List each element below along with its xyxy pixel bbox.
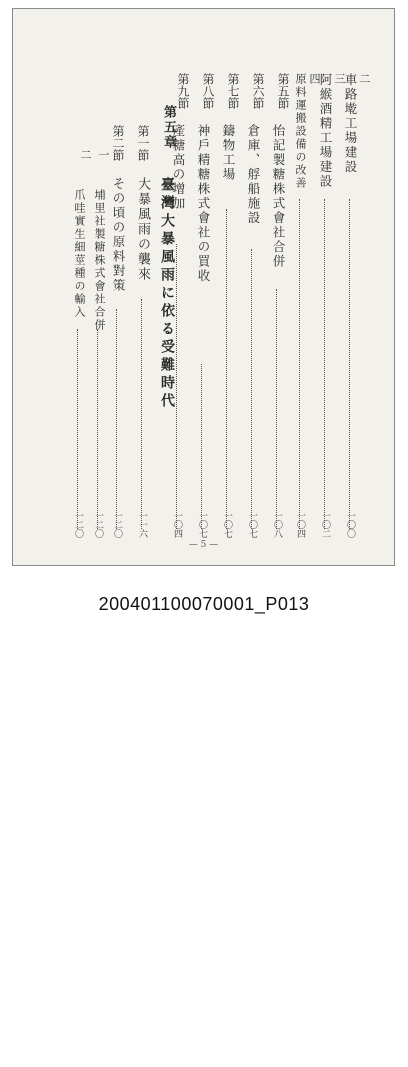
leader-dots <box>97 329 99 529</box>
entry-title: 車路墘工場建設 <box>343 73 358 175</box>
entry-number: 第一節 <box>136 125 150 161</box>
entry-title: 大暴風雨の襲來 <box>135 177 150 282</box>
entry-page: 一一六 <box>137 511 147 538</box>
entry-page: 一〇七 <box>222 511 232 538</box>
entry-title: 產糖高の增加 <box>171 124 186 211</box>
entry-page: 一二〇 <box>112 511 122 538</box>
leader-dots <box>324 199 326 529</box>
leader-dots <box>276 289 278 529</box>
entry-page: 一〇四 <box>172 511 182 538</box>
leader-dots <box>201 364 203 529</box>
entry-page: 一〇二 <box>320 511 330 538</box>
chapter-title: 臺灣大暴風雨に依る受難時代 <box>159 177 175 411</box>
entry-page: 一〇〇 <box>345 511 355 538</box>
entry-page: 一二〇 <box>73 511 83 538</box>
entry-number: 三 <box>333 73 346 84</box>
entry-number: 第七節 <box>226 73 240 109</box>
entry-number: 第二節 <box>111 125 125 161</box>
entry-page: 一〇八 <box>272 511 282 538</box>
entry-page: 一〇七 <box>197 511 207 538</box>
archive-id-caption: 200401100070001_P013 <box>98 594 310 614</box>
leader-dots <box>141 299 143 529</box>
entry-title: 倉庫、艀船施設 <box>246 124 261 226</box>
entry-title: 原料運搬設備の改善 <box>294 73 307 190</box>
leader-dots <box>251 249 253 529</box>
entry-number: 第九節 <box>176 73 190 109</box>
entry-number: 第六節 <box>251 73 265 109</box>
entry-number: 二 <box>79 149 92 160</box>
chapter-number: 第五章 <box>161 105 176 150</box>
entry-title: 怡記製糖株式會社合併 <box>271 124 286 269</box>
leader-dots <box>349 199 351 529</box>
entry-page: 一〇四 <box>295 511 305 538</box>
entry-title: 埔里社製糖株式會社合併 <box>93 189 106 332</box>
entry-number: 四 <box>308 73 321 84</box>
leader-dots <box>116 309 118 529</box>
entry-page: 一〇七 <box>247 511 257 538</box>
leader-dots <box>299 199 301 529</box>
entry-title: 鑄物工場 <box>221 124 236 182</box>
entry-title: 阿緱酒精工場建設 <box>318 73 333 189</box>
entry-title: その頃の原料對策 <box>111 177 126 293</box>
entry-title: 神戶精糖株式會社の買收 <box>196 124 211 284</box>
entry-page: 一二〇 <box>93 511 103 538</box>
entry-number: 第五節 <box>276 73 290 109</box>
document-page <box>12 8 395 566</box>
entry-title: 爪哇實生細莖種の輸入 <box>73 189 86 319</box>
entry-number: 二 <box>358 73 371 84</box>
leader-dots <box>77 329 79 529</box>
entry-number: 一 <box>97 149 110 160</box>
leader-dots <box>226 209 228 529</box>
entry-number: 第八節 <box>201 73 215 109</box>
page-number-footer: — 5 — <box>188 540 219 550</box>
